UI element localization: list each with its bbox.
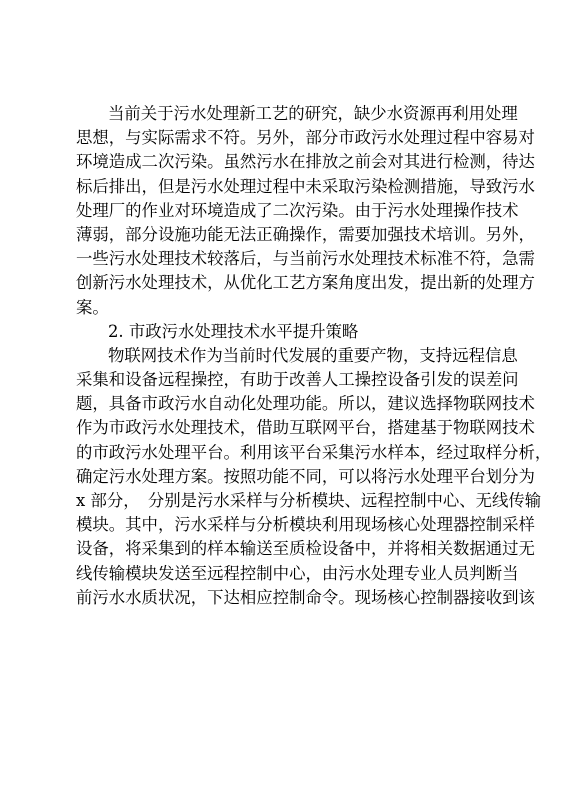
- text-line: 线传输模块发送至远程控制中心，由污水处理专业人员判断当: [76, 563, 519, 583]
- text-line: 模块。其中，污水采样与分析模块利用现场核心处理器控制采样: [76, 515, 535, 535]
- section-heading: 2. 市政污水处理技术水平提升策略: [108, 321, 359, 341]
- text-line: 物联网技术作为当前时代发展的重要产物，支持远程信息: [108, 345, 518, 365]
- text-line: 作为市政污水处理技术，借助互联网平台，搭建基于物联网技术: [76, 418, 535, 438]
- text-line: 环境造成二次污染。虽然污水在排放之前会对其进行检测，待达: [76, 152, 535, 172]
- text-line: 处理厂的作业对环境造成了二次污染。由于污水处理操作技术: [76, 200, 519, 220]
- text-line: 思想，与实际需求不符。另外，部分市政污水处理过程中容易对: [76, 128, 535, 148]
- text-line: 前污水水质状况，下达相应控制命令。现场核心控制器接收到该: [76, 587, 535, 607]
- text-line: 题，具备市政污水自动化处理功能。所以，建议选择物联网技术: [76, 394, 535, 414]
- text-line: 确定污水处理方案。按照功能不同，可以将污水处理平台划分为: [76, 466, 535, 486]
- text-line: 案。: [76, 297, 109, 317]
- text-line: 薄弱，部分设施功能无法正确操作，需要加强技术培训。另外，: [76, 224, 535, 244]
- document-page: [76, 102, 552, 610]
- text-line: x 部分， 分别是污水采样与分析模块、远程控制中心、无线传输: [76, 491, 542, 510]
- text-line: 创新污水处理技术，从优化工艺方案角度出发，提出新的处理方: [76, 273, 535, 293]
- text-line: 当前关于污水处理新工艺的研究，缺少水资源再利用处理: [108, 104, 518, 123]
- paragraph-1: [76, 102, 535, 320]
- text-line: 一些污水处理技术较落后，与当前污水处理技术标准不符，急需: [76, 249, 535, 269]
- text-line: 的市政污水处理平台。利用该平台采集污水样本，经过取样分析，: [76, 442, 552, 462]
- text-line: 设备，将采集到的样本输送至质检设备中，并将相关数据通过无: [76, 539, 535, 559]
- text-line: 采集和设备远程操控，有助于改善人工操控设备引发的误差问: [76, 370, 519, 390]
- paragraph-2: [76, 344, 552, 610]
- text-line: 标后排出，但是污水处理过程中未采取污染检测措施，导致污水: [76, 176, 535, 196]
